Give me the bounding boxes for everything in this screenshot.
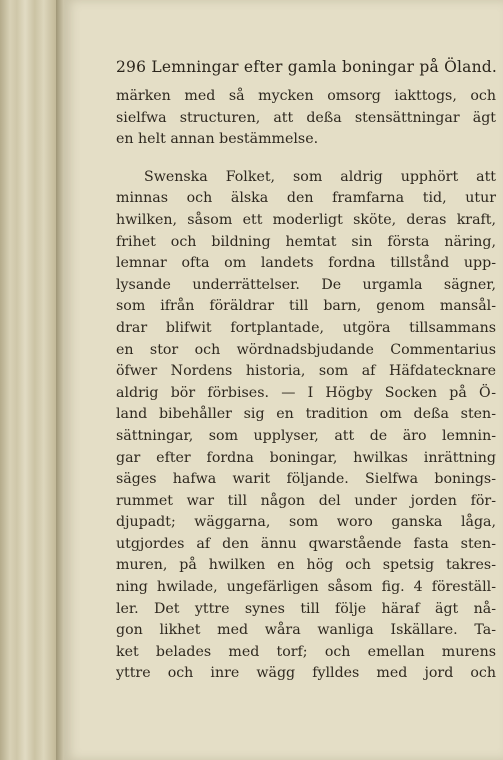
page-number: 296 bbox=[116, 58, 147, 76]
text-line: ning hwilade, ungefärligen såsom fig. 4 föreställ- bbox=[116, 579, 496, 596]
text-line: lemnar ofta om landets fordna tillstånd upp- bbox=[116, 255, 496, 272]
text-line: Swenska Folket, som aldrig upphört att bbox=[144, 168, 496, 185]
running-title: Lemningar efter gamla boningar på Öland. bbox=[151, 58, 498, 76]
paragraph bbox=[116, 86, 496, 151]
text-line: gon likhet med wåra wanliga Iskällare. Ta- bbox=[116, 622, 496, 639]
book-binding bbox=[0, 0, 56, 760]
text-line: yttre och inre wägg fylldes med jord och bbox=[116, 665, 496, 682]
text-line: ket belades med torf; och emellan murens bbox=[116, 643, 496, 660]
text-line: sättningar, som upplyser, att de äro lemnin- bbox=[116, 427, 496, 444]
text-line: drar blifwit fortplantade, utgöra tillsammans bbox=[116, 319, 496, 336]
text-line: utgjordes af den ännu qwarstående fasta sten- bbox=[116, 535, 496, 552]
text-line: som ifrån föräldrar till barn, genom mansål- bbox=[116, 298, 496, 315]
text-line: sielfwa structuren, att deßa stensättningar ägt bbox=[116, 109, 496, 126]
paragraph bbox=[116, 167, 496, 685]
text-line: en helt annan bestämmelse. bbox=[116, 131, 319, 148]
text-line: ler. Det yttre synes till följe häraf ägt nå- bbox=[116, 600, 496, 617]
text-line: djupadt; wäggarna, som woro ganska låga, bbox=[116, 514, 496, 531]
text-line: lysande underrättelser. De urgamla sägner, bbox=[116, 276, 496, 293]
paragraph-gap bbox=[116, 151, 496, 167]
body-text bbox=[116, 86, 496, 685]
text-line: muren, på hwilken en hög och spetsig takres- bbox=[116, 557, 496, 574]
text-line: säges hafwa warit följande. Sielfwa bonings- bbox=[116, 471, 496, 488]
text-line: hwilken, såsom ett moderligt sköte, deras kraft, bbox=[116, 211, 496, 228]
text-line: frihet och bildning hemtat sin första näring, bbox=[116, 233, 496, 250]
page-header bbox=[116, 58, 496, 76]
text-line: en stor och wördnadsbjudande Commentarius bbox=[116, 341, 496, 358]
text-line: märken med så mycken omsorg iakttogs, och bbox=[116, 88, 496, 104]
paragraphs bbox=[116, 86, 496, 685]
page-edge bbox=[56, 0, 64, 760]
text-line: gar efter fordna boningar, hwilkas inrättning bbox=[116, 449, 496, 466]
text-line: land bibehåller sig en tradition om deßa sten- bbox=[116, 406, 496, 423]
book-page bbox=[64, 0, 503, 760]
text-line: minnas och älska den framfarna tid, utur bbox=[116, 190, 496, 207]
text-line: aldrig bör förbises. — I Högby Socken på Ö- bbox=[116, 384, 496, 401]
text-line: rummet war till någon del under jorden för- bbox=[116, 492, 496, 509]
text-line: öfwer Nordens historia, som af Häfdatecknare bbox=[116, 363, 496, 380]
